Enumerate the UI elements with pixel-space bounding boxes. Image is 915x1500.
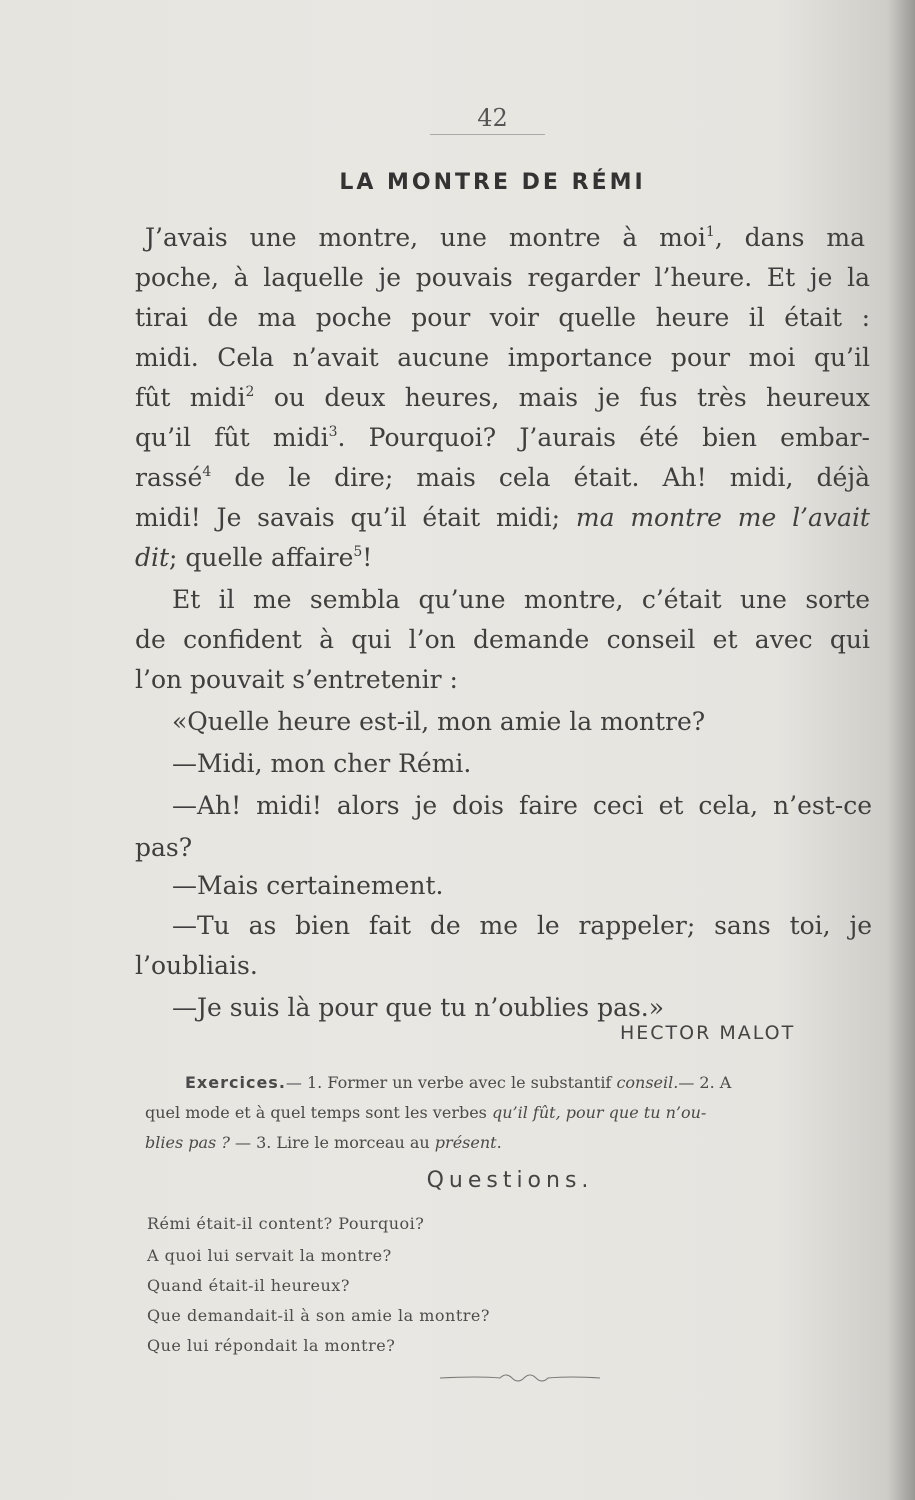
exercises-label: Exercices. (185, 1073, 286, 1092)
footnote-ref: 1 (705, 224, 715, 240)
footnote-ref: 3 (328, 424, 338, 440)
footnote-ref: 2 (245, 384, 255, 400)
exercise-line: quel mode et à quel temps sont les verbes qu’il fût, pour que tu n’ou- (145, 1103, 707, 1122)
questions-heading: Questions. (426, 1168, 594, 1193)
ornament-divider (440, 1368, 600, 1388)
dialogue-line: l’oubliais. (135, 951, 258, 980)
text-line: poche, à laquelle je pouvais regarder l’heure. Et je la (135, 263, 870, 292)
text-line: de confident à qui l’on demande conseil et avec qui (135, 625, 870, 654)
text-line: l’on pouvait s’entretenir : (135, 665, 458, 694)
question-item: A quoi lui servait la montre? (147, 1246, 392, 1265)
footnote-ref: 4 (202, 464, 212, 480)
dialogue-line: —Tu as bien fait de me le rappeler; sans toi, je (172, 911, 872, 940)
text-line: dit; quelle affaire$^5$! (135, 543, 373, 572)
chapter-title: LA MONTRE DE RÉMI (339, 170, 646, 195)
text-line: Et il me sembla qu’une montre, c’était une sorte (172, 585, 870, 614)
question-item: Que demandait-il à son amie la montre? (147, 1306, 490, 1325)
question-item: Que lui répondait la montre? (147, 1336, 396, 1355)
question-item: Quand était-il heureux? (147, 1276, 350, 1295)
exercise-line: Exercices.— 1. Former un verbe avec le substantif conseil.— 2. A (185, 1073, 732, 1092)
question-item: Rémi était-il content? Pourquoi? (147, 1214, 425, 1233)
header-rule (430, 134, 545, 135)
text-line: rassé$^4$ de le dire; mais cela était. Ah! midi, déjà (135, 463, 870, 492)
dialogue-line: —Ah! midi! alors je dois faire ceci et cela, n’est-ce (172, 791, 872, 820)
text-line: tirai de ma poche pour voir quelle heure il était : (135, 303, 870, 332)
text-line: fût midi$^2$ ou deux heures, mais je fus très heureux (135, 383, 870, 412)
dialogue-line: «Quelle heure est-il, mon amie la montre? (172, 707, 706, 736)
text-line: qu’il fût midi$^3$. Pourquoi? J’aurais été bien embar- (135, 423, 870, 452)
text-line: J’avais une montre, une montre à moi$^1$, dans ma (145, 223, 866, 252)
text-line: midi! Je savais qu’il était midi; ma montre me l’avait (135, 503, 870, 532)
author-name: HECTOR MALOT (620, 1022, 796, 1044)
exercise-line: blies pas ? — 3. Lire le morceau au présent. (145, 1133, 502, 1152)
footnote-ref: 5 (353, 544, 363, 560)
dialogue-line: pas? (135, 833, 193, 862)
page-number: 42 (477, 104, 508, 132)
dialogue-line: —Midi, mon cher Rémi. (172, 749, 472, 778)
dialogue-line: —Je suis là pour que tu n’oublies pas.» (172, 993, 665, 1022)
text-line: midi. Cela n’avait aucune importance pour moi qu’il (135, 343, 870, 372)
dialogue-line: —Mais certainement. (172, 871, 444, 900)
